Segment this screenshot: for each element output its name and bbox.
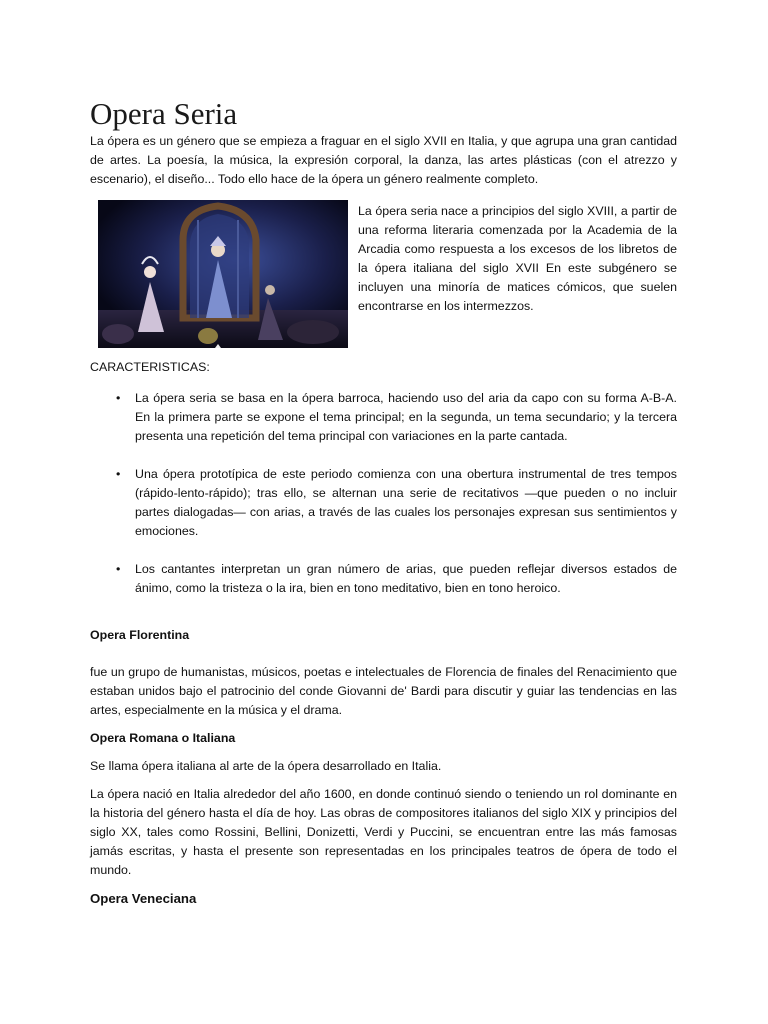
figure-row <box>90 200 677 348</box>
intro-paragraph: La ópera es un género que se empieza a fraguar en el siglo XVII en Italia, y que agrupa una gran cantidad de artes. La poesía, la música, la expresión corporal, la danza, las artes plásticas (con el atrezzo y escenario), el diseño... Todo ello hace de la ópera un género realmente completo. <box>90 134 677 186</box>
florentina-heading: Opera Florentina <box>90 628 190 642</box>
bullet-icon: • <box>116 562 121 576</box>
florentina-paragraph: fue un grupo de humanistas, músicos, poetas e intelectuales de Florencia de finales del Renacimiento que estaban unidos bajo el patrocinio del conde Giovanni de' Bardi para discutir y guiar las tendencias en las artes, especialmente en la música y el drama. <box>90 665 677 717</box>
list-item-text: La ópera seria se basa en la ópera barroca, haciendo uso del aria da capo con su forma A-B-A. En la primera parte se expone el tema principal; en la segunda, un tema secundario; y la tercera presenta una repetición del tema principal con variaciones en la parte cantada. <box>135 391 677 443</box>
figure-caption-paragraph: La ópera seria nace a principios del siglo XVIII, a partir de una reforma literaria comenzada por la Academia de la Arcadia como respuesta a los excesos de los libretos de la ópera italiana del siglo XVII En este subgénero se incluyen una minoría de matices cómicos, que suelen encontrarse en los intermezzos. <box>358 204 677 313</box>
list-item-text: Una ópera prototípica de este periodo comienza con una obertura instrumental de tres tempos (rápido-lento-rápido); tras ello, se alternan una serie de recitativos —que pueden o no incluir partes dialogadas— con arias, a través de las cuales los personajes expresan sus sentimientos y emociones. <box>135 467 677 538</box>
list-item-text: Los cantantes interpretan un gran número de arias, que pueden reflejar diversos estados de ánimo, como la tristeza o la ira, bien en tono meditativo, bien en tono heroico. <box>135 562 677 595</box>
romana-paragraph-1: Se llama ópera italiana al arte de la ópera desarrollado en Italia. <box>90 759 442 773</box>
characteristics-label: CARACTERISTICAS: <box>90 360 210 374</box>
document-content <box>90 96 677 908</box>
bullet-icon: • <box>116 467 121 481</box>
veneciana-heading: Opera Veneciana <box>90 891 197 906</box>
characteristics-list <box>90 389 677 598</box>
romana-paragraph-2: La ópera nació en Italia alrededor del año 1600, en donde continuó siendo o teniendo un rol dominante en la historia del género hasta el día de hoy. Las obras de compositores italianos del siglo XIX y principios del siglo XX, tales como Rossini, Bellini, Donizetti, Verdi y Puccini, se encuentran entre las más famosas jamás escritas, y hasta el presente son representadas en los principales teatros de ópera de todo el mundo. <box>90 787 677 877</box>
page-title: Opera Seria <box>90 96 238 131</box>
list-item <box>90 465 677 541</box>
list-item <box>90 389 677 446</box>
bullet-icon: • <box>116 391 121 405</box>
list-item <box>90 560 677 598</box>
romana-heading: Opera Romana o Italiana <box>90 731 236 745</box>
opera-stage-photo <box>98 200 348 348</box>
